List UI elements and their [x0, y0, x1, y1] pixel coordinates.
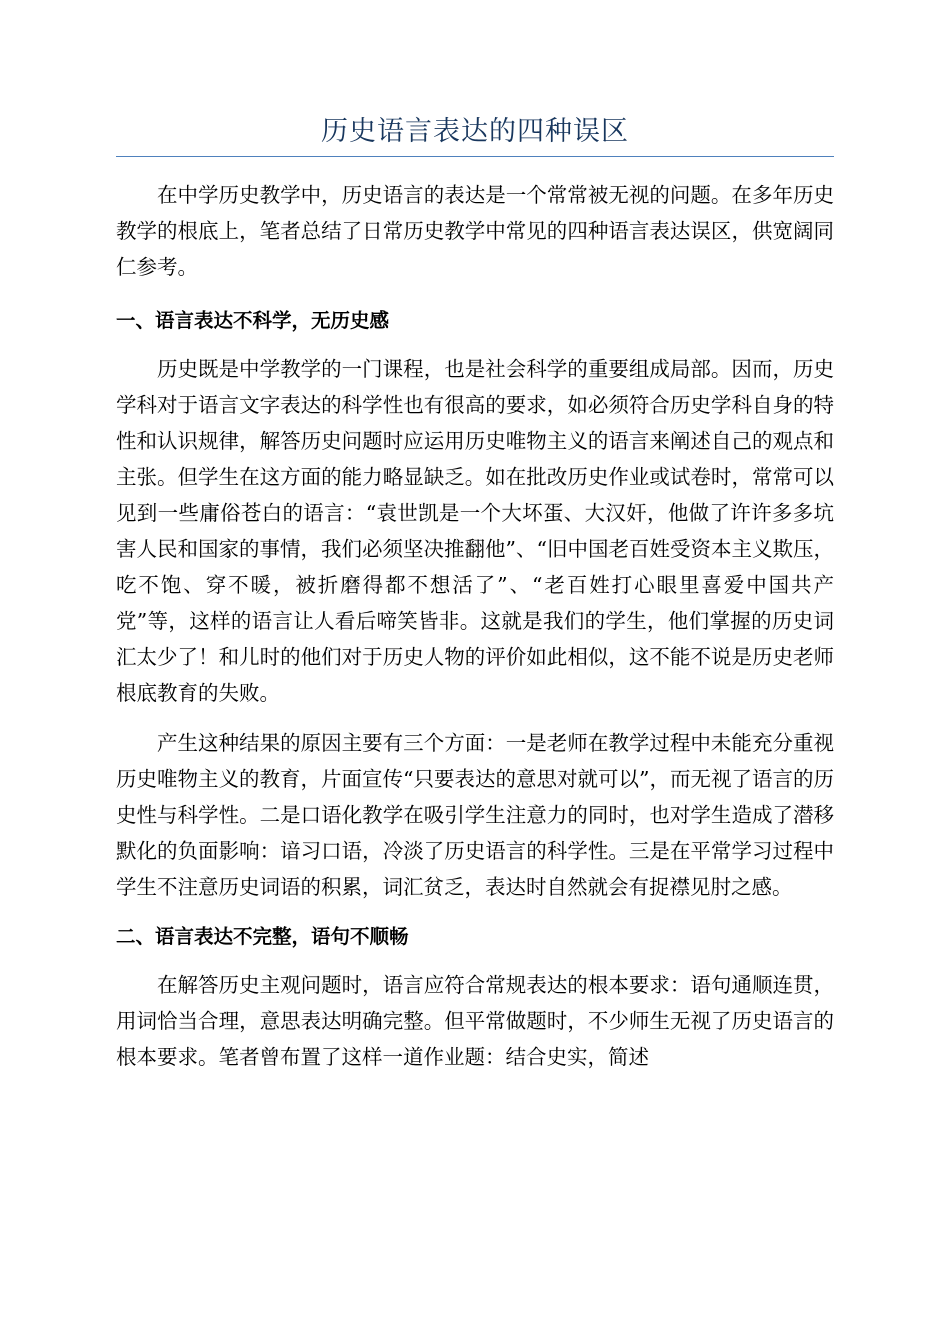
section1-paragraph-1: 历史既是中学教学的一门课程，也是社会科学的重要组成局部。因而，历史学科对于语言文字表达的科学性也有很高的要求，如必须符合历史学科自身的特性和认识规律，解答历史问题时应运用历史唯物主义的语言来阐述自己的观点和主张。但学生在这方面的能力略显缺乏。如在批改历史作业或试卷时，常常可以见到一些庸俗苍白的语言：“袁世凯是一个大坏蛋、大汉奸，他做了许许多多坑害人民和国家的事情，我们必须坚决推翻他”、“旧中国老百姓受资本主义欺压，吃不饱、穿不暖，被折磨得都不想活了”、“老百姓打心眼里喜爱中国共产党”等，这样的语言让人看后啼笑皆非。这就是我们的学生，他们掌握的历史词汇太少了！和儿时的他们对于历史人物的评价如此相似，这不能不说是历史老师根底教育的失败。 — [116, 357, 834, 705]
section-heading-1: 一、语言表达不科学，无历史感 — [116, 309, 390, 332]
section2-paragraph-1: 在解答历史主观问题时，语言应符合常规表达的根本要求：语句通顺连贯，用词恰当合理，意思表达明确完整。但平常做题时，不少师生无视了历史语言的根本要求。笔者曾布置了这样一道作业题：结合史实，简述 — [116, 973, 834, 1069]
intro-paragraph: 在中学历史教学中，历史语言的表达是一个常常被无视的问题。在多年历史教学的根底上，笔者总结了日常历史教学中常见的四种语言表达误区，供宽阔同仁参考。 — [116, 183, 834, 279]
document-page — [116, 112, 834, 1075]
title-block — [116, 112, 834, 157]
section1-paragraph-2: 产生这种结果的原因主要有三个方面：一是老师在教学过程中未能充分重视历史唯物主义的教育，片面宣传“只要表达的意思对就可以”，而无视了语言的历史性与科学性。二是口语化教学在吸引学生注意力的同时，也对学生造成了潜移默化的负面影响：谙习口语，冷淡了历史语言的科学性。三是在平常学习过程中学生不注意历史词语的积累，词汇贫乏，表达时自然就会有捉襟见肘之感。 — [116, 731, 834, 899]
section-heading-2: 二、语言表达不完整，语句不顺畅 — [116, 925, 409, 948]
document-title: 历史语言表达的四种误区 — [321, 116, 629, 147]
